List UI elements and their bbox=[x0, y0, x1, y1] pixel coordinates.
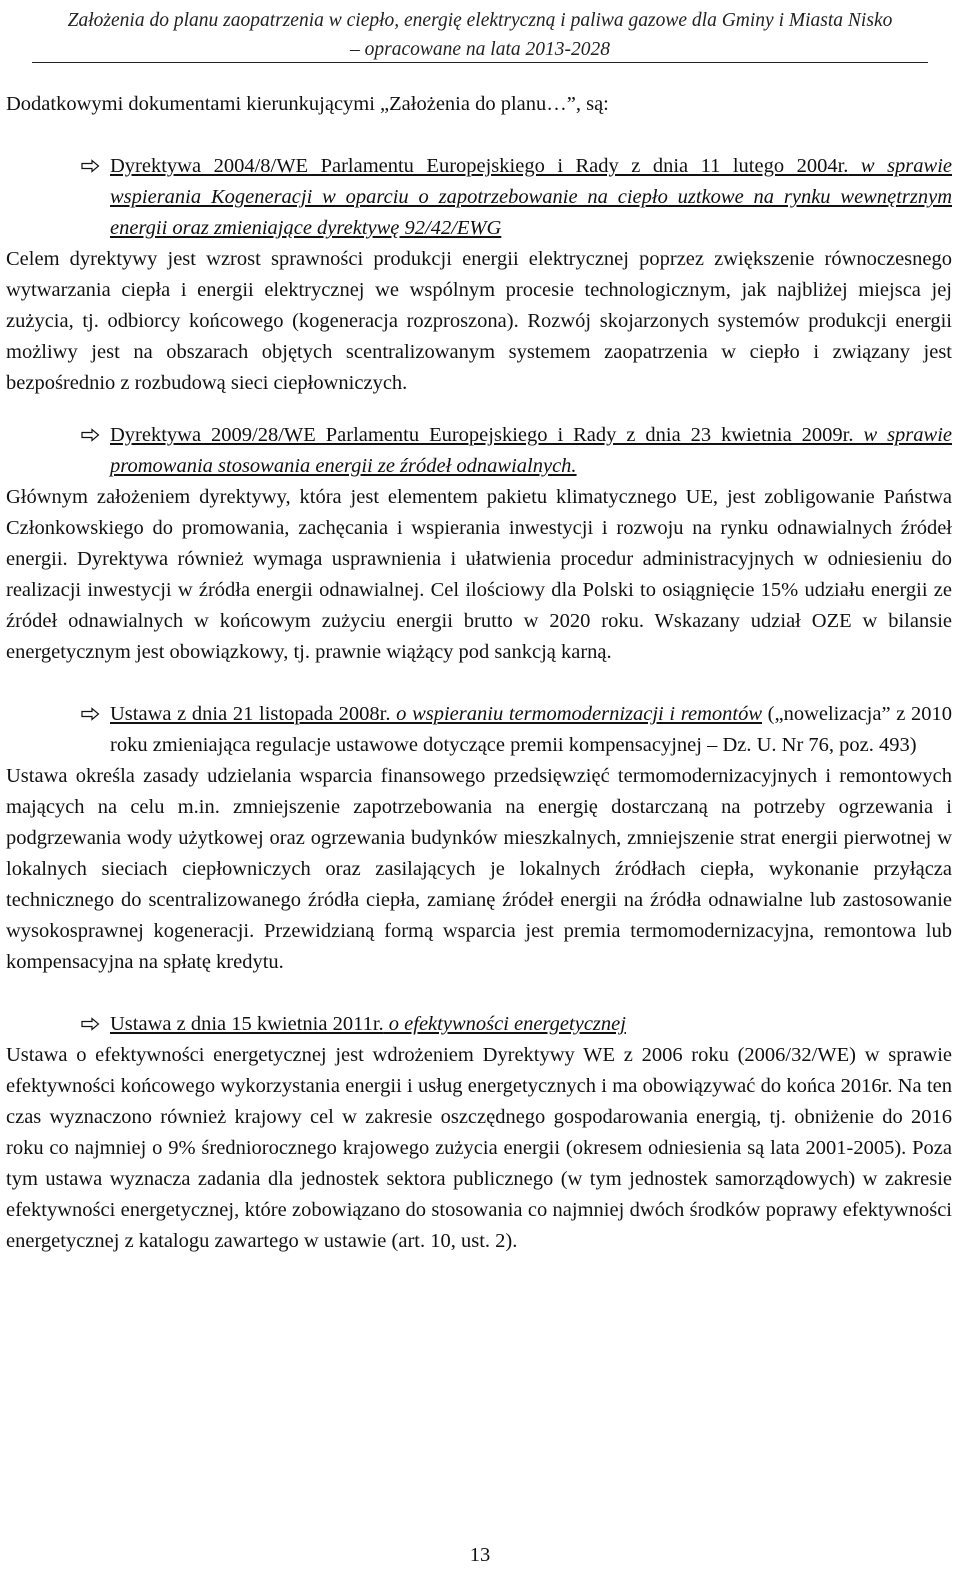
bullet-title-italic: o wspieraniu termomodernizacji i remontów bbox=[390, 703, 762, 725]
arrow-right-icon bbox=[6, 1009, 110, 1040]
bullet-title: Ustawa z dnia 21 listopada 2008r. bbox=[110, 703, 391, 725]
bullet-item-act-2011 bbox=[6, 1009, 952, 1040]
page-content bbox=[6, 89, 952, 1257]
arrow-right-icon bbox=[6, 699, 110, 761]
running-header bbox=[0, 6, 960, 64]
page-number: 13 bbox=[469, 1544, 491, 1566]
bullet-item-act-2008 bbox=[6, 699, 952, 761]
header-title: Założenia do planu zaopatrzenia w ciepło, energię elektryczną i paliwa gazowe dla Gminy i Miasta Nisko bbox=[67, 10, 893, 31]
header-rule bbox=[32, 62, 928, 63]
bullet-title: Dyrektywa 2009/28/WE Parlamentu Europejskiego i Rady z dnia 23 kwietnia 2009r. bbox=[110, 424, 854, 446]
bullet-item-directive-2009 bbox=[6, 420, 952, 482]
bullet-title-italic: w sprawie wspierania Kogeneracji w oparciu o zapotrzebowanie na ciepło uztkowe na rynku wewnętrznym energii oraz zmieniające dyrektywę 92/42/EWG bbox=[110, 155, 952, 239]
arrow-right-icon bbox=[6, 151, 110, 244]
bullet-title: Dyrektywa 2004/8/WE Parlamentu Europejskiego i Rady z dnia 11 lutego 2004r. bbox=[110, 155, 849, 177]
bullet-title-italic: o efektywności energetycznej bbox=[383, 1013, 626, 1035]
section-body: Celem dyrektywy jest wzrost sprawności produkcji energii elektrycznej poprzez zwiększenie równoczesnego wytwarzania ciepła i energii elektrycznej we wspólnym procesie technologicznym, jak najbliżej miejsca jej zużycia, tj. odbiorcy końcowego (kogeneracja rozproszona). Rozwój skojarzonych systemów produkcji energii możliwy jest na obszarach objętych scentralizowanym systemem zaopatrzenia w ciepło i związany jest bezpośrednio z rozbudową sieci ciepłowniczych. bbox=[6, 248, 952, 394]
section-body: Głównym założeniem dyrektywy, która jest elementem pakietu klimatycznego UE, jest zobligowanie Państwa Członkowskiego do promowania, zachęcania i wspierania inwestycji i rozwoju na rynku odnawialnych źródeł energii. Dyrektywa również wymaga usprawnienia i ułatwienia procedur administracyjnych w odniesieniu do realizacji inwestycji w źródła energii odnawialnej. Cel ilościowy dla Polski to osiągnięcie 15% udziału energii ze źródeł odnawialnych w końcowym zużyciu energii brutto w 2020 roku. Wskazany udział OZE w bilansie energetycznym jest obowiązkowy, tj. prawnie wiążący pod sankcją karną. bbox=[6, 486, 952, 663]
bullet-title: Ustawa z dnia 15 kwietnia 2011r. bbox=[110, 1013, 384, 1035]
section-body: Ustawa o efektywności energetycznej jest wdrożeniem Dyrektywy WE z 2006 roku (2006/32/WE) w sprawie efektywności końcowego wykorzystania energii i usług energetycznych i ma obowiązywać do końca 2016r. Na ten czas wyznaczono również krajowy cel w zakresie oszczędnego gospodarowania energią, tj. obniżenie do 2016 roku co najmniej o 9% średniorocznego krajowego zużycia energii (okresem odniesienia są lata 2001-2005). Poza tym ustawa wyznacza zadania dla jednostek sektora publicznego (w tym jednostek samorządowych) w zakresie efektywności energetycznej, które zobowiązano do stosowania co najmniej dwóch środków poprawy efektywności energetycznej z katalogu zawartego w ustawie (art. 10, ust. 2). bbox=[6, 1044, 952, 1252]
intro-paragraph: Dodatkowymi dokumentami kierunkującymi „Założenia do planu…”, są: bbox=[6, 93, 609, 115]
arrow-right-icon bbox=[6, 420, 110, 482]
header-subtitle: – opracowane na lata 2013-2028 bbox=[350, 39, 610, 60]
bullet-item-directive-2004 bbox=[6, 151, 952, 244]
section-body: Ustawa określa zasady udzielania wsparcia finansowego przedsięwzięć termomodernizacyjnych i remontowych mających na celu m.in. zmniejszenie zapotrzebowania na energię dostarczaną na potrzeby ogrzewania i podgrzewania wody użytkowej oraz ogrzewania budynków mieszkalnych, zmniejszenie strat energii pierwotnej w lokalnych sieciach ciepłowniczych oraz zasilających je lokalnych źródłach ciepła, wykonanie przyłącza technicznego do scentralizowanego źródła ciepła, zamianę źródeł energii na źródła odnawialne lub zastosowanie wysokosprawnej kogeneracji. Przewidzianą formą wsparcia jest premia termomodernizacyjna, remontowa lub kompensacyjna na spłatę kredytu. bbox=[6, 765, 952, 973]
bullet-title-note: („nowelizacja” z 2010 roku zmieniająca regulacje ustawowe dotyczące premii kompensacyjnej – Dz. U. Nr 76, poz. 493) bbox=[110, 703, 952, 756]
bullet-title-italic: w sprawie promowania stosowania energii ze źródeł odnawialnych. bbox=[110, 424, 952, 477]
